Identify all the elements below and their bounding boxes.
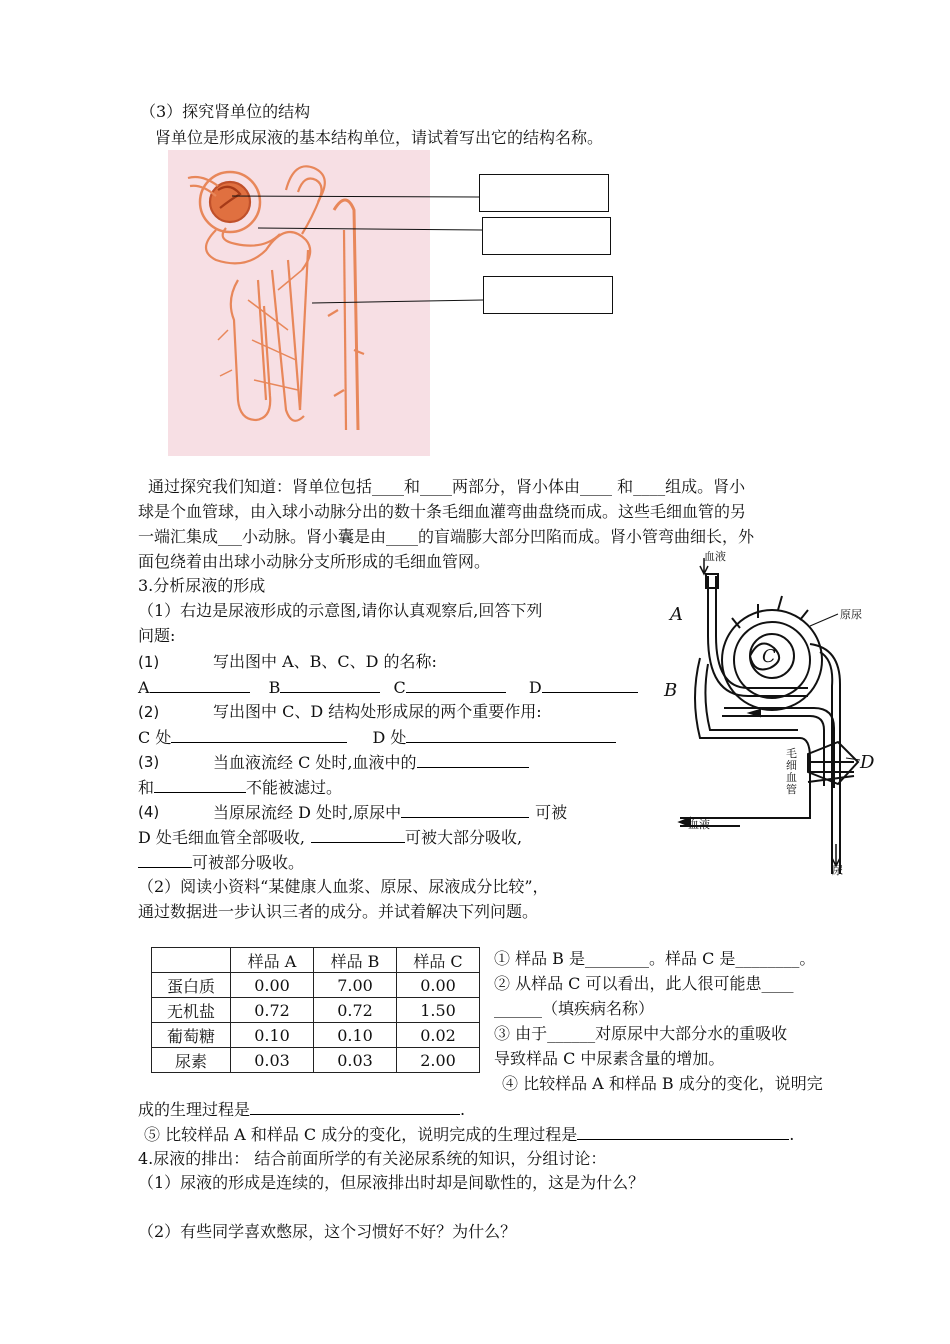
answer-box-capsule[interactable]	[482, 217, 611, 255]
answer-blank[interactable]	[311, 826, 405, 843]
abcd-answer-row	[138, 676, 638, 699]
table-cell: 无机盐	[152, 998, 231, 1023]
question-text: 问题:	[138, 626, 176, 645]
question-text: （1）尿液的形成是连续的，但尿液排出时却是间歇性的，这是为什么？	[138, 1173, 645, 1192]
table-cell: 尿素	[152, 1048, 231, 1073]
figure-label-urine: 尿	[832, 864, 843, 877]
urine-formation-figure	[660, 548, 890, 880]
answer-blank-c[interactable]	[406, 676, 506, 693]
question-number: (4)	[138, 803, 160, 821]
question-text	[138, 851, 304, 874]
section-heading: 3.分析尿液的形成	[138, 576, 266, 595]
question-number: (2)	[138, 703, 160, 721]
question-text: ② 从样品 C 可以看出，此人很可能患____	[494, 974, 794, 993]
question-text-part: 当原尿流经 D 处时,原尿中	[213, 803, 402, 822]
table-cell: 0.00	[231, 973, 314, 998]
label-pointer-lines	[0, 0, 950, 460]
table-cell: 2.00	[397, 1048, 480, 1073]
table-cell: 0.10	[231, 1023, 314, 1048]
paragraph-line: 通过探究我们知道：肾单位包括____和____两部分，肾小体由____ 和____组成。肾小	[148, 477, 746, 496]
table-header-cell	[152, 948, 231, 973]
question-text: 写出图中 C、D 结构处形成尿的两个重要作用:	[213, 702, 542, 721]
answer-label-b: B	[268, 678, 281, 697]
question-text: ______（填疾病名称）	[494, 999, 655, 1018]
question-text-part: 和	[138, 778, 155, 797]
question-number: (3)	[138, 753, 160, 771]
answer-box-glomerulus[interactable]	[479, 174, 609, 212]
question-text-part: 成的生理过程是	[138, 1100, 251, 1119]
table-cell: 蛋白质	[152, 973, 231, 998]
question-text	[138, 826, 522, 849]
answer-blank[interactable]	[138, 851, 192, 868]
table-cell: 0.03	[231, 1048, 314, 1073]
question-text-part: ⑤ 比较样品 A 和样品 C 成分的变化，说明完成的生理过程是	[144, 1125, 578, 1144]
answer-blank-c-site[interactable]	[171, 726, 347, 743]
figure-label-capillary: 毛细血管	[786, 747, 797, 796]
question-number: (1)	[138, 653, 160, 671]
table-cell: 0.72	[314, 998, 397, 1023]
answer-blank[interactable]	[577, 1123, 789, 1140]
answer-label-a: A	[138, 678, 150, 697]
table-cell: 7.00	[314, 973, 397, 998]
question-text: 成的生理过程是 .	[138, 1100, 466, 1119]
answer-blank[interactable]	[250, 1098, 460, 1115]
answer-label-c-site: C 处	[138, 728, 172, 747]
answer-blank[interactable]	[417, 751, 529, 768]
paragraph-line: 球是个血管球，由入球小动脉分出的数十条毛细血灌弯曲盘绕而成。这些毛细血管的另	[138, 502, 747, 521]
answer-label-c: C	[393, 678, 406, 697]
table-row	[152, 1023, 480, 1048]
question-text-part: 可被	[535, 803, 568, 822]
table-cell: 0.10	[314, 1023, 397, 1048]
table-row	[152, 973, 480, 998]
figure-label-b: B	[664, 680, 678, 701]
question-text	[213, 751, 529, 774]
paragraph-line: 一端汇集成___小动脉。肾小囊是由____的盲端膨大部分凹陷而成。肾小管弯曲细长，外	[138, 527, 755, 546]
question-text-part: D 处毛细血管全部吸收,	[138, 828, 306, 847]
table-cell: 0.00	[397, 973, 480, 998]
section-heading: 4.尿液的排出： 结合前面所学的有关泌尿系统的知识，分组讨论：	[138, 1149, 607, 1168]
figure-label-d: D	[860, 752, 875, 773]
question-text: （1）右边是尿液形成的示意图,请你认真观察后,回答下列	[138, 601, 543, 620]
question-text-part: 可被部分吸收。	[192, 853, 305, 872]
answer-blank[interactable]	[401, 801, 529, 818]
figure-label-a: A	[670, 604, 683, 625]
question-text: 导致样品 C 中尿素含量的增加。	[494, 1049, 725, 1068]
question-text: ⑤ 比较样品 A 和样品 C 成分的变化，说明完成的生理过程是 .	[144, 1125, 795, 1144]
paragraph-line: 面包绕着由出球小动脉分支所形成的毛细血管网。	[138, 552, 491, 571]
table-header-row	[152, 948, 480, 973]
answer-blank-d-site[interactable]	[406, 726, 616, 743]
figure-label-blood-out: 血液	[688, 818, 710, 831]
question-text	[213, 801, 567, 824]
question-text-part: 可被大部分吸收,	[405, 828, 523, 847]
table-cell: 0.03	[314, 1048, 397, 1073]
table-header-cell: 样品 B	[314, 948, 397, 973]
section-intro: 肾单位是形成尿液的基本结构单位，请试着写出它的结构名称。	[155, 128, 604, 147]
answer-box-tubule[interactable]	[483, 276, 613, 314]
table-row	[152, 998, 480, 1023]
question-text: （2）阅读小资料“某健康人血浆、原尿、尿液成分比较”，	[138, 877, 549, 896]
table-row	[152, 1048, 480, 1073]
section-heading: （3）探究肾单位的结构	[140, 102, 311, 121]
cd-answer-row	[138, 726, 616, 749]
question-text: ① 样品 B 是________。样品 C 是________。	[494, 949, 816, 968]
question-text: （2）有些同学喜欢憋尿，这个习惯好不好？为什么？	[138, 1222, 517, 1241]
question-text: ③ 由于______对原尿中大部分水的重吸收	[494, 1024, 788, 1043]
question-text-part: 不能被滤过。	[246, 778, 343, 797]
answer-blank-b[interactable]	[280, 676, 380, 693]
figure-label-blood-in: 血液	[704, 550, 726, 563]
table-cell: 0.02	[397, 1023, 480, 1048]
question-text: 写出图中 A、B、C、D 的名称:	[213, 652, 437, 671]
question-text-part: 当血液流经 C 处时,血液中的	[213, 753, 417, 772]
table-header-cell: 样品 C	[397, 948, 480, 973]
question-text	[138, 776, 342, 799]
table-header-cell: 样品 A	[231, 948, 314, 973]
answer-label-d-site: D 处	[372, 728, 407, 747]
answer-blank-a[interactable]	[150, 676, 250, 693]
figure-label-primary-urine: 原尿	[840, 608, 862, 621]
question-text: 通过数据进一步认识三者的成分。并试着解决下列问题。	[138, 902, 539, 921]
answer-label-d: D	[528, 678, 542, 697]
answer-blank-d[interactable]	[542, 676, 638, 693]
question-text: ④ 比较样品 A 和样品 B 成分的变化，说明完	[502, 1074, 823, 1093]
table-cell: 1.50	[397, 998, 480, 1023]
composition-table	[151, 947, 480, 1073]
table-cell: 葡萄糖	[152, 1023, 231, 1048]
figure-label-c: C	[762, 646, 776, 667]
answer-blank[interactable]	[154, 776, 246, 793]
table-cell: 0.72	[231, 998, 314, 1023]
